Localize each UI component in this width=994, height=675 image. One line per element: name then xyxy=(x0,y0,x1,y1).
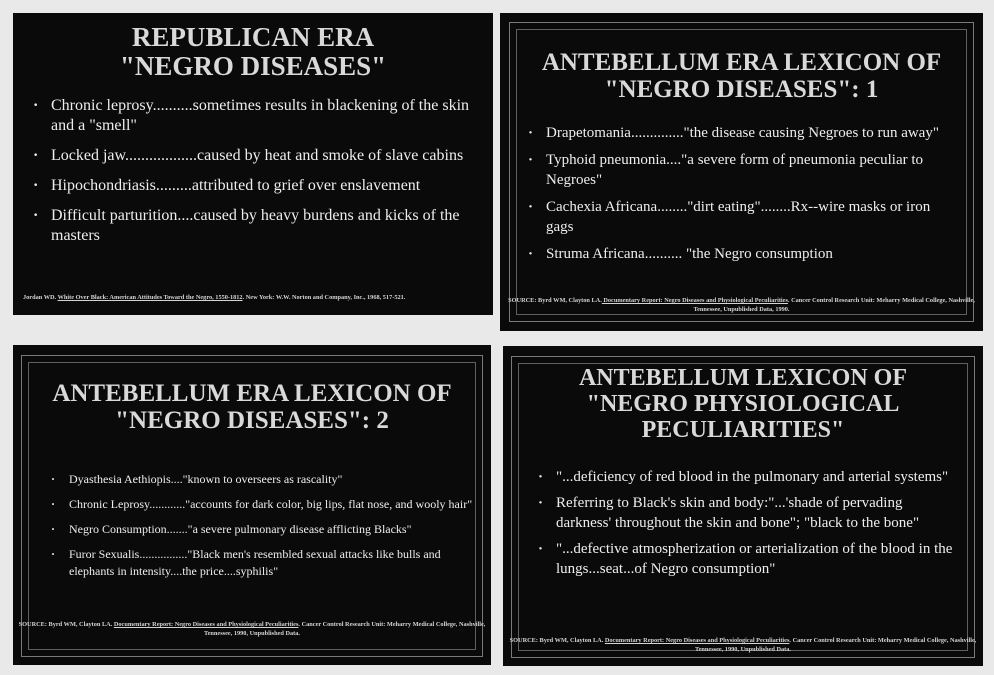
bullet-item: · Chronic leprosy..........sometimes results in blackening of the skin and a "smell" xyxy=(33,96,483,136)
bullet-list xyxy=(528,123,953,271)
source-text: . Cancer Control Research Unit: Meharry Medical College, Nashville, Tennessee, 1990, Unpublished Data. xyxy=(204,621,486,637)
source-title: Documentary Report: Negro Diseases and Physiological Peculiarities xyxy=(601,297,788,304)
source-text: . Cancer Control Research Unit: Meharry Medical College, Nashville, Tennessee, 1990, Unpublished Data. xyxy=(695,637,977,653)
source-text: . New York: W.W. Norton and Company, Inc., 1968, 517-521. xyxy=(242,294,406,301)
title-line: "NEGRO DISEASES" xyxy=(119,51,387,82)
bullet-item: · "...defective atmospherization or arterialization of the blood in the lungs...seat...of Negro consumption" xyxy=(538,539,958,579)
bullet-list xyxy=(33,96,483,256)
slide-antebellum-lexicon-2 xyxy=(13,345,491,665)
source-text: Jordan WD. xyxy=(23,294,58,301)
bullet-item: · Typhoid pneumonia...."a severe form of pneumonia peculiar to Negroes" xyxy=(528,150,953,190)
title-line: REPUBLICAN ERA xyxy=(131,22,375,52)
bullet-item: · Negro Consumption......."a severe pulmonary disease afflicting Blacks" xyxy=(51,521,476,538)
slide-title xyxy=(13,23,493,81)
slide-antebellum-lexicon-1 xyxy=(500,13,983,331)
source-text: SOURCE: Byrd WM, Clayton LA. xyxy=(509,637,605,644)
bullet-list xyxy=(51,471,476,588)
title-line: ANTEBELLUM ERA LEXICON OF xyxy=(52,380,452,407)
slide-physiological-peculiarities xyxy=(503,346,983,666)
source-citation xyxy=(13,620,491,638)
title-line: "NEGRO DISEASES": 2 xyxy=(115,407,389,434)
bullet-item: · "...deficiency of red blood in the pulmonary and arterial systems" xyxy=(538,467,958,487)
title-line: ANTEBELLUM ERA LEXICON OF xyxy=(541,49,942,76)
slide-title xyxy=(503,366,983,444)
source-citation xyxy=(23,293,483,302)
slide-republican-era xyxy=(13,13,493,315)
bullet-item: · Hipochondriasis.........attributed to grief over enslavement xyxy=(33,176,483,196)
source-title: Documentary Report: Negro Diseases and Physiological Peculiarities xyxy=(113,621,299,628)
bullet-item: · Drapetomania.............."the disease causing Negroes to run away" xyxy=(528,123,953,143)
slide-title xyxy=(13,380,491,434)
source-text: SOURCE: Byrd WM, Clayton LA. xyxy=(18,621,114,628)
title-line: PECULIARITIES" xyxy=(641,416,845,443)
bullet-item: · Dyasthesia Aethiopis...."known to overseers as rascality" xyxy=(51,471,476,488)
title-line: ANTEBELLUM LEXICON OF xyxy=(578,365,908,391)
slide-title xyxy=(500,49,983,103)
source-citation xyxy=(500,296,983,314)
bullet-item: · Cachexia Africana........"dirt eating"........Rx--wire masks or iron gags xyxy=(528,197,953,237)
bullet-item: · Chronic Leprosy............"accounts for dark color, big lips, flat nose, and wooly hair" xyxy=(51,496,476,513)
bullet-item: · Struma Africana.......... "the Negro consumption xyxy=(528,244,953,264)
title-line: "NEGRO DISEASES": 1 xyxy=(604,76,879,103)
bullet-item: · Furor Sexualis................"Black men's resembled sexual attacks like bulls and elephants in intensity....the price....syphilis" xyxy=(51,546,476,580)
title-line: "NEGRO PHYSIOLOGICAL xyxy=(586,390,900,417)
source-title: Documentary Report: Negro Diseases and Physiological Peculiarities xyxy=(604,637,790,644)
source-text: . Cancer Control Research Unit: Meharry Medical College, Nashville, Tennessee, Unpublished Data, 1990. xyxy=(693,297,975,313)
source-citation xyxy=(503,636,983,654)
bullet-item: · Locked jaw..................caused by heat and smoke of slave cabins xyxy=(33,146,483,166)
bullet-item: · Referring to Black's skin and body:"...'shade of pervading darkness' throughout the skin and bone"; "black to the bone" xyxy=(538,493,958,533)
source-title: White Over Black: American Attitudes Toward the Negro, 1550-1812 xyxy=(57,294,243,301)
bullet-item: · Difficult parturition....caused by heavy burdens and kicks of the masters xyxy=(33,206,483,246)
bullet-list xyxy=(538,467,958,585)
source-text: SOURCE: Byrd WM, Clayton LA. xyxy=(508,297,602,304)
